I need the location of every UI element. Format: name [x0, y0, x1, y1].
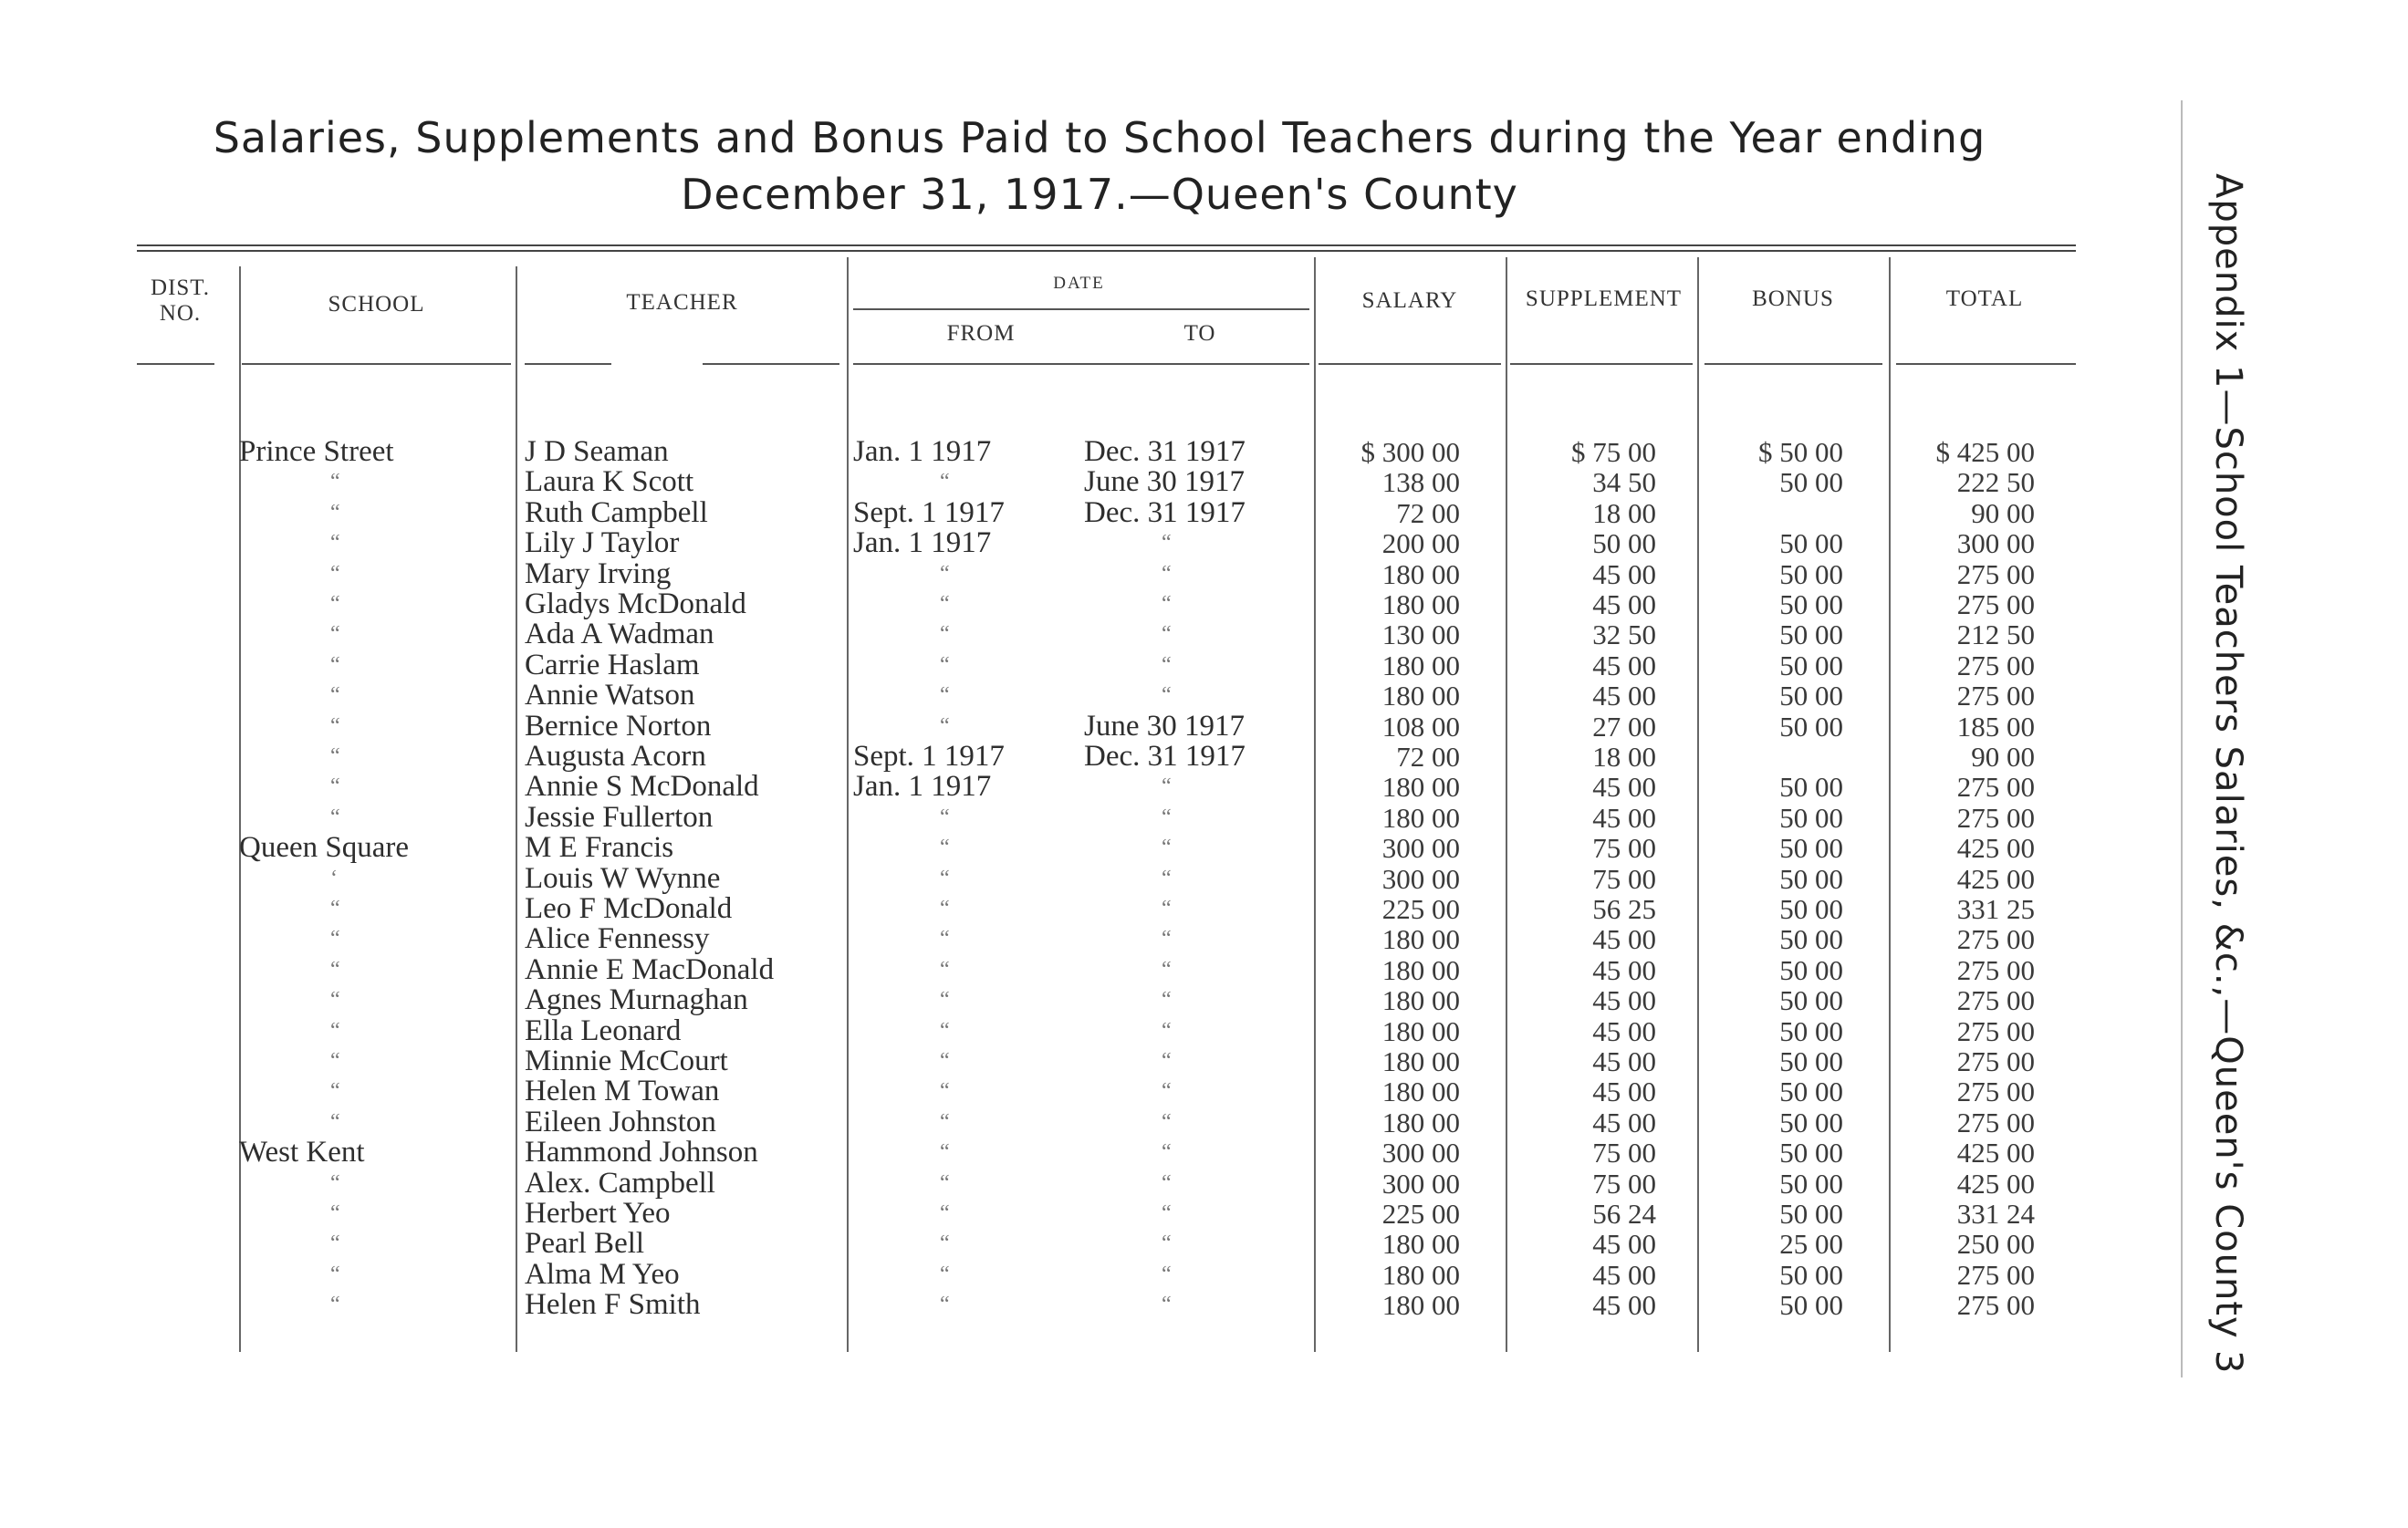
header-rule-school [242, 363, 511, 365]
table-row [0, 833, 2190, 863]
cell-supplement: 34 50 [1592, 466, 1656, 499]
cell-from: “ [940, 652, 950, 677]
cell-from: Jan. 1 1917 [853, 770, 992, 804]
cell-from: “ [940, 866, 950, 890]
cell-salary: 180 00 [1381, 1289, 1460, 1322]
cell-bonus: 50 00 [1779, 557, 1843, 590]
cell-school: “ [330, 622, 340, 647]
cell-salary: 180 00 [1381, 1045, 1460, 1077]
cell-supplement: 18 00 [1592, 496, 1656, 529]
table-row [0, 1138, 2190, 1168]
cell-school: “ [330, 1109, 340, 1134]
cell-supplement: 45 00 [1592, 1045, 1656, 1077]
cell-from: “ [940, 1201, 950, 1225]
cell-supplement: 45 00 [1592, 984, 1656, 1017]
cell-total: 425 00 [1956, 1167, 2035, 1200]
cell-salary: 180 00 [1381, 1228, 1460, 1261]
header-rule-salary [1319, 363, 1501, 365]
table-row [0, 1257, 2190, 1291]
cell-from: “ [940, 927, 950, 951]
cell-total: 185 00 [1956, 710, 2035, 743]
cell-bonus: 50 00 [1779, 710, 1843, 743]
table-row [0, 861, 2190, 895]
cell-teacher: Alex. Campbell [525, 1166, 715, 1200]
header-dist-line: DIST. [151, 275, 210, 300]
cell-teacher: Ruth Campbell [525, 495, 708, 529]
cell-total: 275 00 [1956, 1106, 2035, 1138]
cell-salary: 180 00 [1381, 953, 1460, 986]
cell-total: 90 00 [1971, 496, 2035, 529]
cell-salary: 180 00 [1381, 984, 1460, 1017]
cell-teacher: Mary Irving [525, 556, 672, 590]
running-head [2207, 173, 2249, 1423]
cell-school: “ [330, 774, 340, 799]
cell-total: 275 00 [1956, 1045, 2035, 1077]
table-row [0, 681, 2190, 711]
cell-salary: 72 00 [1396, 741, 1460, 773]
table-row [0, 800, 2190, 834]
cell-salary: 300 00 [1381, 1137, 1460, 1169]
cell-to: June 30 1917 [1084, 709, 1245, 743]
cell-total: 275 00 [1956, 984, 2035, 1017]
cell-from: “ [940, 622, 950, 647]
cell-school: “ [330, 500, 340, 525]
cell-to: Dec. 31 1917 [1084, 495, 1246, 529]
cell-from: “ [940, 470, 950, 494]
cell-to: “ [1162, 561, 1172, 586]
cell-school: West Kent [239, 1136, 365, 1169]
cell-supplement: 45 00 [1592, 557, 1656, 590]
cell-teacher: Annie Watson [525, 679, 695, 712]
cell-salary: 300 00 [1381, 1167, 1460, 1200]
cell-school: “ [330, 927, 340, 951]
cell-total: 331 24 [1956, 1198, 2035, 1230]
cell-to: “ [1162, 622, 1172, 647]
cell-supplement: 45 00 [1592, 649, 1656, 681]
cell-supplement: 45 00 [1592, 588, 1656, 620]
cell-from: Jan. 1 1917 [853, 435, 992, 468]
cell-from: “ [940, 957, 950, 982]
header-school: SCHOOL [328, 292, 425, 317]
table-row [0, 1046, 2190, 1076]
cell-school: “ [330, 1201, 340, 1225]
cell-teacher: M E Francis [525, 831, 674, 865]
title-line-1: Salaries, Supplements and Bonus Paid to School Teachers during the Year ending [213, 113, 1986, 162]
cell-to: “ [1162, 1170, 1172, 1195]
cell-from: “ [940, 683, 950, 708]
cell-teacher: Hammond Johnson [525, 1136, 758, 1169]
running-head-text: Appendix 1—School Teachers Salaries, &c.,—Queen's County [2207, 173, 2249, 1339]
cell-from: Sept. 1 1917 [853, 740, 1005, 773]
cell-from: “ [940, 1018, 950, 1043]
cell-total: 90 00 [1971, 741, 2035, 773]
cell-bonus: $ 50 00 [1758, 436, 1843, 468]
cell-supplement: 32 50 [1592, 618, 1656, 651]
cell-supplement: 45 00 [1592, 680, 1656, 712]
table-row [0, 924, 2190, 954]
cell-teacher: Ada A Wadman [525, 618, 714, 651]
cell-supplement: 45 00 [1592, 1228, 1656, 1261]
cell-bonus: 50 00 [1779, 1167, 1843, 1200]
cell-to: “ [1162, 1262, 1172, 1286]
header-total: TOTAL [1945, 286, 2024, 311]
cell-school: “ [330, 957, 340, 982]
cell-total: 275 00 [1956, 953, 2035, 986]
cell-total: 275 00 [1956, 1014, 2035, 1047]
cell-teacher: Augusta Acorn [525, 740, 706, 773]
cell-school: “ [330, 713, 340, 738]
cell-from: Sept. 1 1917 [853, 495, 1005, 529]
header-rule-total [1896, 363, 2076, 365]
cell-bonus: 50 00 [1779, 618, 1843, 651]
cell-to: “ [1162, 531, 1172, 556]
cell-school: “ [330, 1232, 340, 1256]
cell-teacher: Annie E MacDonald [525, 952, 775, 986]
cell-teacher: Laura K Scott [525, 465, 694, 499]
cell-school: “ [330, 592, 340, 616]
cell-salary: 130 00 [1381, 618, 1460, 651]
cell-from: Jan. 1 1917 [853, 526, 992, 560]
cell-teacher: Helen M Towan [525, 1075, 720, 1108]
table-row [0, 589, 2190, 619]
cell-teacher: Eileen Johnston [525, 1105, 716, 1138]
cell-bonus: 50 00 [1779, 1137, 1843, 1169]
cell-bonus: 50 00 [1779, 680, 1843, 712]
cell-to: “ [1162, 897, 1172, 920]
cell-school: “ [330, 1293, 340, 1317]
cell-total: 275 00 [1956, 1289, 2035, 1322]
cell-from: “ [940, 713, 950, 738]
cell-from: “ [940, 1170, 950, 1195]
cell-supplement: 45 00 [1592, 771, 1656, 804]
cell-teacher: Herbert Yeo [525, 1197, 671, 1230]
cell-total: 250 00 [1956, 1228, 2035, 1261]
title-rule-top [137, 244, 2076, 246]
cell-bonus: 50 00 [1779, 953, 1843, 986]
cell-total: 275 00 [1956, 649, 2035, 681]
cell-from: “ [940, 1079, 950, 1104]
cell-to: “ [1162, 774, 1172, 799]
cell-total: 275 00 [1956, 923, 2035, 956]
cell-teacher: Agnes Murnaghan [525, 983, 748, 1017]
cell-supplement: 45 00 [1592, 1076, 1656, 1108]
cell-teacher: Jessie Fullerton [525, 800, 714, 834]
table-row [0, 1290, 2190, 1320]
cell-teacher: Pearl Bell [525, 1227, 645, 1261]
cell-supplement: 45 00 [1592, 801, 1656, 834]
cell-salary: 180 00 [1381, 557, 1460, 590]
cell-salary: 300 00 [1381, 862, 1460, 895]
cell-total: $ 425 00 [1935, 436, 2035, 468]
cell-from: “ [940, 1262, 950, 1286]
date-subheader-rule [853, 308, 1309, 310]
cell-salary: 180 00 [1381, 923, 1460, 956]
cell-bonus: 50 00 [1779, 1076, 1843, 1108]
header-bonus: BONUS [1752, 286, 1834, 311]
header-supplement: SUPPLEMENT [1525, 286, 1683, 311]
title-line-2: December 31, 1917.—Queen's County [681, 170, 1518, 219]
header-salary: SALARY [1361, 288, 1458, 313]
cell-total: 300 00 [1956, 527, 2035, 560]
cell-supplement: 50 00 [1592, 527, 1656, 560]
table-row [0, 650, 2190, 681]
cell-salary: 180 00 [1381, 588, 1460, 620]
table-row [0, 467, 2190, 497]
sidebar-rule [2181, 100, 2183, 1377]
cell-to: “ [1162, 652, 1172, 677]
cell-supplement: $ 75 00 [1571, 436, 1656, 468]
header-rule-supplement [1510, 363, 1693, 365]
cell-bonus: 50 00 [1779, 984, 1843, 1017]
cell-salary: 138 00 [1381, 466, 1460, 499]
cell-supplement: 75 00 [1592, 862, 1656, 895]
cell-supplement: 56 25 [1592, 893, 1656, 925]
cell-total: 275 00 [1956, 1258, 2035, 1291]
cell-total: 275 00 [1956, 557, 2035, 590]
cell-from: “ [940, 1232, 950, 1256]
cell-from: “ [940, 1293, 950, 1317]
table-row [0, 1107, 2190, 1138]
cell-salary: 180 00 [1381, 649, 1460, 681]
cell-salary: 180 00 [1381, 1258, 1460, 1291]
cell-salary: 180 00 [1381, 771, 1460, 804]
cell-to: “ [1162, 1201, 1172, 1225]
cell-salary: 200 00 [1381, 527, 1460, 560]
cell-salary: 180 00 [1381, 1106, 1460, 1138]
title-rule-bottom [137, 250, 2076, 252]
table-row [0, 437, 2190, 467]
cell-total: 275 00 [1956, 801, 2035, 834]
cell-to: “ [1162, 836, 1172, 860]
cell-teacher: Alma M Yeo [525, 1257, 680, 1291]
table-row [0, 528, 2190, 558]
cell-total: 275 00 [1956, 771, 2035, 804]
cell-salary: 180 00 [1381, 1014, 1460, 1047]
table-row [0, 1076, 2190, 1107]
cell-to: “ [1162, 957, 1172, 982]
cell-bonus: 50 00 [1779, 801, 1843, 834]
cell-bonus: 50 00 [1779, 588, 1843, 620]
cell-bonus: 50 00 [1779, 893, 1843, 925]
cell-total: 425 00 [1956, 862, 2035, 895]
table-row [0, 742, 2190, 772]
cell-salary: 180 00 [1381, 1076, 1460, 1108]
table-row [0, 709, 2190, 743]
header-rule-dist [137, 363, 214, 365]
cell-teacher: J D Seaman [525, 435, 669, 468]
cell-teacher: Gladys McDonald [525, 587, 746, 620]
table-row [0, 985, 2190, 1015]
cell-school: ‘ [330, 866, 338, 890]
header-rule-date [853, 363, 1309, 365]
cell-school: “ [330, 531, 340, 556]
cell-school: “ [330, 897, 340, 920]
cell-teacher: Helen F Smith [525, 1288, 701, 1322]
cell-salary: 72 00 [1396, 496, 1460, 529]
cell-bonus: 50 00 [1779, 862, 1843, 895]
cell-total: 275 00 [1956, 1076, 2035, 1108]
cell-school: “ [330, 1079, 340, 1104]
cell-supplement: 27 00 [1592, 710, 1656, 743]
cell-supplement: 45 00 [1592, 1289, 1656, 1322]
cell-supplement: 18 00 [1592, 741, 1656, 773]
cell-school: “ [330, 1170, 340, 1195]
cell-from: “ [940, 592, 950, 616]
cell-to: Dec. 31 1917 [1084, 435, 1246, 468]
cell-school: “ [330, 744, 340, 768]
cell-supplement: 75 00 [1592, 1137, 1656, 1169]
cell-salary: 108 00 [1381, 710, 1460, 743]
header-to: TO [1183, 321, 1216, 346]
cell-from: “ [940, 897, 950, 920]
cell-from: “ [940, 1049, 950, 1073]
cell-supplement: 45 00 [1592, 1106, 1656, 1138]
cell-salary: 300 00 [1381, 832, 1460, 865]
cell-teacher: Leo F McDonald [525, 892, 733, 925]
cell-to: “ [1162, 683, 1172, 708]
cell-to: June 30 1917 [1084, 465, 1245, 499]
cell-to: “ [1162, 1109, 1172, 1134]
header-from: FROM [946, 321, 1016, 346]
cell-teacher: Alice Fennessy [525, 922, 710, 956]
cell-total: 331 25 [1956, 893, 2035, 925]
cell-to: “ [1162, 927, 1172, 951]
cell-to: “ [1162, 988, 1172, 1013]
cell-to: “ [1162, 1232, 1172, 1256]
page-title [137, 109, 2062, 223]
header-rule-bonus [1704, 363, 1882, 365]
cell-supplement: 45 00 [1592, 1258, 1656, 1291]
cell-bonus: 50 00 [1779, 1014, 1843, 1047]
cell-school: “ [330, 470, 340, 494]
cell-school: “ [330, 561, 340, 586]
cell-salary: 225 00 [1381, 893, 1460, 925]
cell-total: 212 50 [1956, 618, 2035, 651]
cell-school: “ [330, 988, 340, 1013]
cell-salary: $ 300 00 [1360, 436, 1460, 468]
cell-to: “ [1162, 1018, 1172, 1043]
cell-school: “ [330, 1049, 340, 1073]
cell-bonus: 50 00 [1779, 1198, 1843, 1230]
cell-bonus: 50 00 [1779, 771, 1843, 804]
cell-salary: 225 00 [1381, 1198, 1460, 1230]
cell-bonus: 50 00 [1779, 1045, 1843, 1077]
table-row [0, 1199, 2190, 1229]
table-body [0, 437, 2190, 1349]
cell-teacher: Carrie Haslam [525, 648, 700, 681]
cell-school: “ [330, 652, 340, 677]
cell-teacher: Ella Leonard [525, 1013, 682, 1047]
cell-supplement: 75 00 [1592, 832, 1656, 865]
cell-total: 425 00 [1956, 832, 2035, 865]
cell-teacher: Louis W Wynne [525, 861, 721, 895]
cell-from: “ [940, 1140, 950, 1165]
header-dist-no [137, 275, 224, 327]
header-rule-teacher-b [703, 363, 839, 365]
cell-bonus: 50 00 [1779, 1258, 1843, 1291]
cell-total: 425 00 [1956, 1137, 2035, 1169]
cell-supplement: 45 00 [1592, 923, 1656, 956]
table-row [0, 1229, 2190, 1259]
cell-bonus: 50 00 [1779, 1106, 1843, 1138]
cell-school: “ [330, 683, 340, 708]
table-row [0, 495, 2190, 529]
cell-to: “ [1162, 1140, 1172, 1165]
cell-teacher: Annie S McDonald [525, 770, 759, 804]
cell-to: Dec. 31 1917 [1084, 740, 1246, 773]
cell-from: “ [940, 1109, 950, 1134]
cell-supplement: 45 00 [1592, 953, 1656, 986]
cell-total: 222 50 [1956, 466, 2035, 499]
table-row [0, 894, 2190, 924]
cell-school: “ [330, 1262, 340, 1286]
cell-school: Queen Square [239, 831, 410, 865]
cell-from: “ [940, 561, 950, 586]
cell-salary: 180 00 [1381, 801, 1460, 834]
cell-bonus: 50 00 [1779, 466, 1843, 499]
cell-from: “ [940, 836, 950, 860]
table-row [0, 1013, 2190, 1047]
table-row [0, 772, 2190, 802]
cell-to: “ [1162, 866, 1172, 890]
header-date: DATE [1053, 274, 1105, 293]
cell-from: “ [940, 805, 950, 829]
cell-supplement: 45 00 [1592, 1014, 1656, 1047]
table-row [0, 556, 2190, 590]
cell-school: “ [330, 805, 340, 829]
header-no-line: NO. [159, 301, 202, 326]
cell-bonus: 50 00 [1779, 1289, 1843, 1322]
cell-bonus: 50 00 [1779, 832, 1843, 865]
cell-supplement: 56 24 [1592, 1198, 1656, 1230]
cell-school: “ [330, 1018, 340, 1043]
cell-to: “ [1162, 1049, 1172, 1073]
cell-teacher: Lily J Taylor [525, 526, 680, 560]
cell-to: “ [1162, 1293, 1172, 1317]
cell-total: 275 00 [1956, 588, 2035, 620]
cell-from: “ [940, 988, 950, 1013]
table-row [0, 619, 2190, 650]
cell-to: “ [1162, 592, 1172, 616]
header-teacher: TEACHER [626, 290, 738, 315]
cell-total: 275 00 [1956, 680, 2035, 712]
cell-supplement: 75 00 [1592, 1167, 1656, 1200]
cell-bonus: 50 00 [1779, 527, 1843, 560]
cell-bonus: 50 00 [1779, 649, 1843, 681]
page-number: 3 [2207, 1350, 2249, 1375]
header-rule-teacher-a [525, 363, 611, 365]
cell-school: Prince Street [239, 435, 394, 468]
cell-to: “ [1162, 1079, 1172, 1104]
cell-bonus: 50 00 [1779, 923, 1843, 956]
table-row [0, 1166, 2190, 1200]
cell-salary: 180 00 [1381, 680, 1460, 712]
cell-teacher: Minnie McCourt [525, 1045, 728, 1077]
cell-bonus: 25 00 [1779, 1228, 1843, 1261]
cell-teacher: Bernice Norton [525, 709, 712, 743]
cell-to: “ [1162, 805, 1172, 829]
table-row [0, 952, 2190, 986]
